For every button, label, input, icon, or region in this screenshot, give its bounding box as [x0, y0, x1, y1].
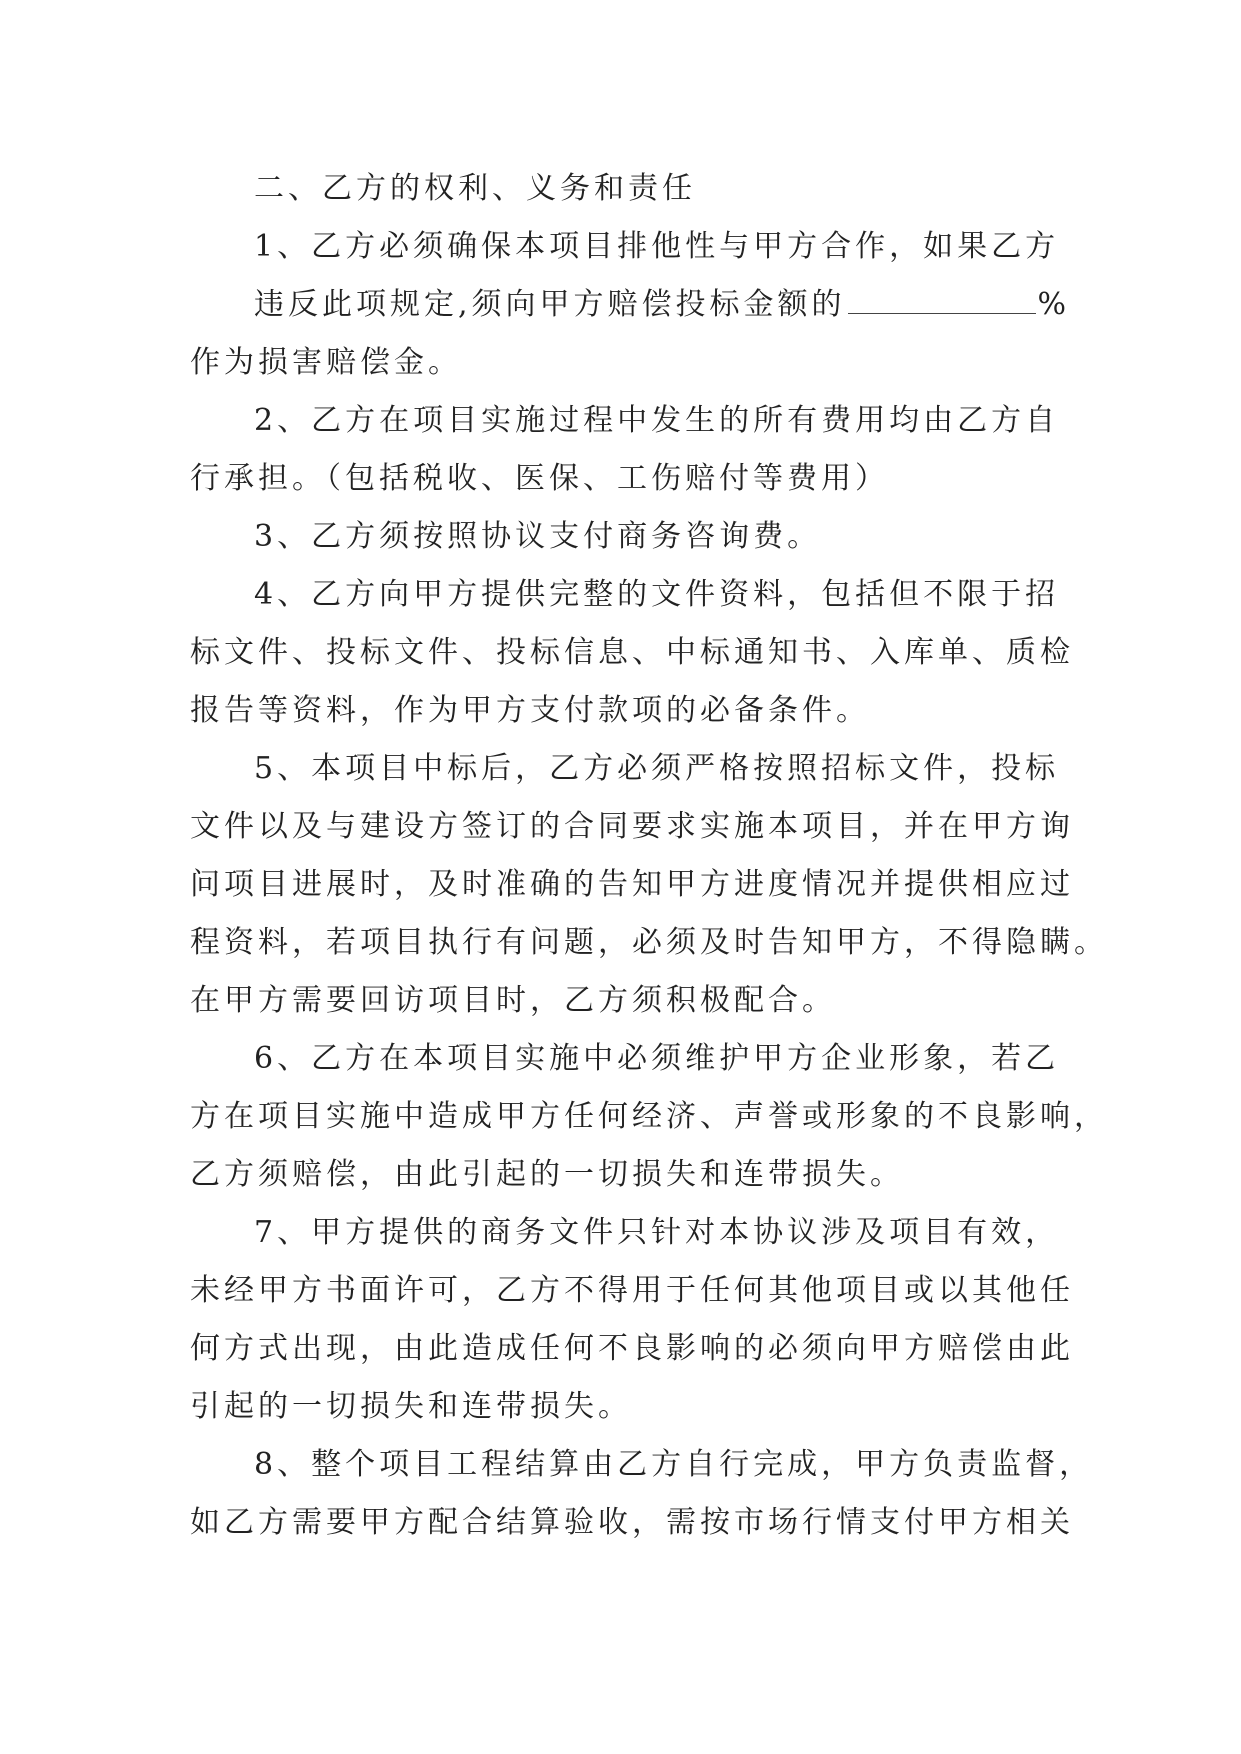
- clause-5-line-4: 程资料，若项目执行有问题，必须及时告知甲方，不得隐瞒。: [190, 925, 1108, 960]
- clause-7-line-1: 7、甲方提供的商务文件只针对本协议涉及项目有效，: [254, 1215, 1060, 1250]
- clause-5-line-2: 文件以及与建设方签订的合同要求实施本项目，并在甲方询: [190, 809, 1074, 844]
- clause-8-line-1: 8、整个项目工程结算由乙方自行完成，甲方负责监督，: [254, 1447, 1094, 1482]
- clause-7-line-2: 未经甲方书面许可，乙方不得用于任何其他项目或以其他任: [190, 1273, 1074, 1308]
- clause-8-line-2: 如乙方需要甲方配合结算验收，需按市场行情支付甲方相关: [190, 1505, 1074, 1540]
- clause-1-line-3: 作为损害赔偿金。: [190, 345, 462, 380]
- clause-6-line-3: 乙方须赔偿，由此引起的一切损失和连带损失。: [190, 1157, 904, 1192]
- clause-7-line-4: 引起的一切损失和连带损失。: [190, 1389, 632, 1424]
- clause-2-line-2: 行承担。（包括税收、医保、工伤赔付等费用）: [190, 461, 889, 496]
- percent-sign: %: [1037, 287, 1071, 322]
- section-heading: 二、乙方的权利、义务和责任: [254, 171, 696, 206]
- clause-4-line-1: 4、乙方向甲方提供完整的文件资料，包括但不限于招: [254, 577, 1060, 612]
- clause-6-line-1: 6、乙方在本项目实施中必须维护甲方企业形象，若乙: [254, 1041, 1060, 1076]
- clause-4-line-2: 标文件、投标文件、投标信息、中标通知书、入库单、质检: [190, 635, 1074, 670]
- fill-in-blank[interactable]: [848, 283, 1036, 314]
- clause-3-line-1: 3、乙方须按照协议支付商务咨询费。: [254, 519, 822, 554]
- clause-1-line-2: [190, 276, 1071, 334]
- clause-1-line-1: 1、乙方必须确保本项目排他性与甲方合作，如果乙方: [254, 229, 1060, 264]
- clause-7-line-3: 何方式出现，由此造成任何不良影响的必须向甲方赔偿由此: [190, 1331, 1074, 1366]
- clause-6-line-2: 方在项目实施中造成甲方任何经济、声誉或形象的不良影响，: [190, 1099, 1108, 1134]
- clause-5-line-3: 问项目进展时，及时准确的告知甲方进度情况并提供相应过: [190, 867, 1074, 902]
- clause-4-line-3: 报告等资料，作为甲方支付款项的必备条件。: [190, 693, 870, 728]
- clause-2-line-1: 2、乙方在项目实施过程中发生的所有费用均由乙方自: [254, 403, 1060, 438]
- clause-5-line-1: 5、本项目中标后，乙方必须严格按照招标文件，投标: [254, 751, 1060, 786]
- clause-1-line-2-text: 违反此项规定,须向甲方赔偿投标金额的: [254, 287, 846, 322]
- clause-5-line-5: 在甲方需要回访项目时，乙方须积极配合。: [190, 983, 836, 1018]
- document-body: [190, 160, 1108, 1552]
